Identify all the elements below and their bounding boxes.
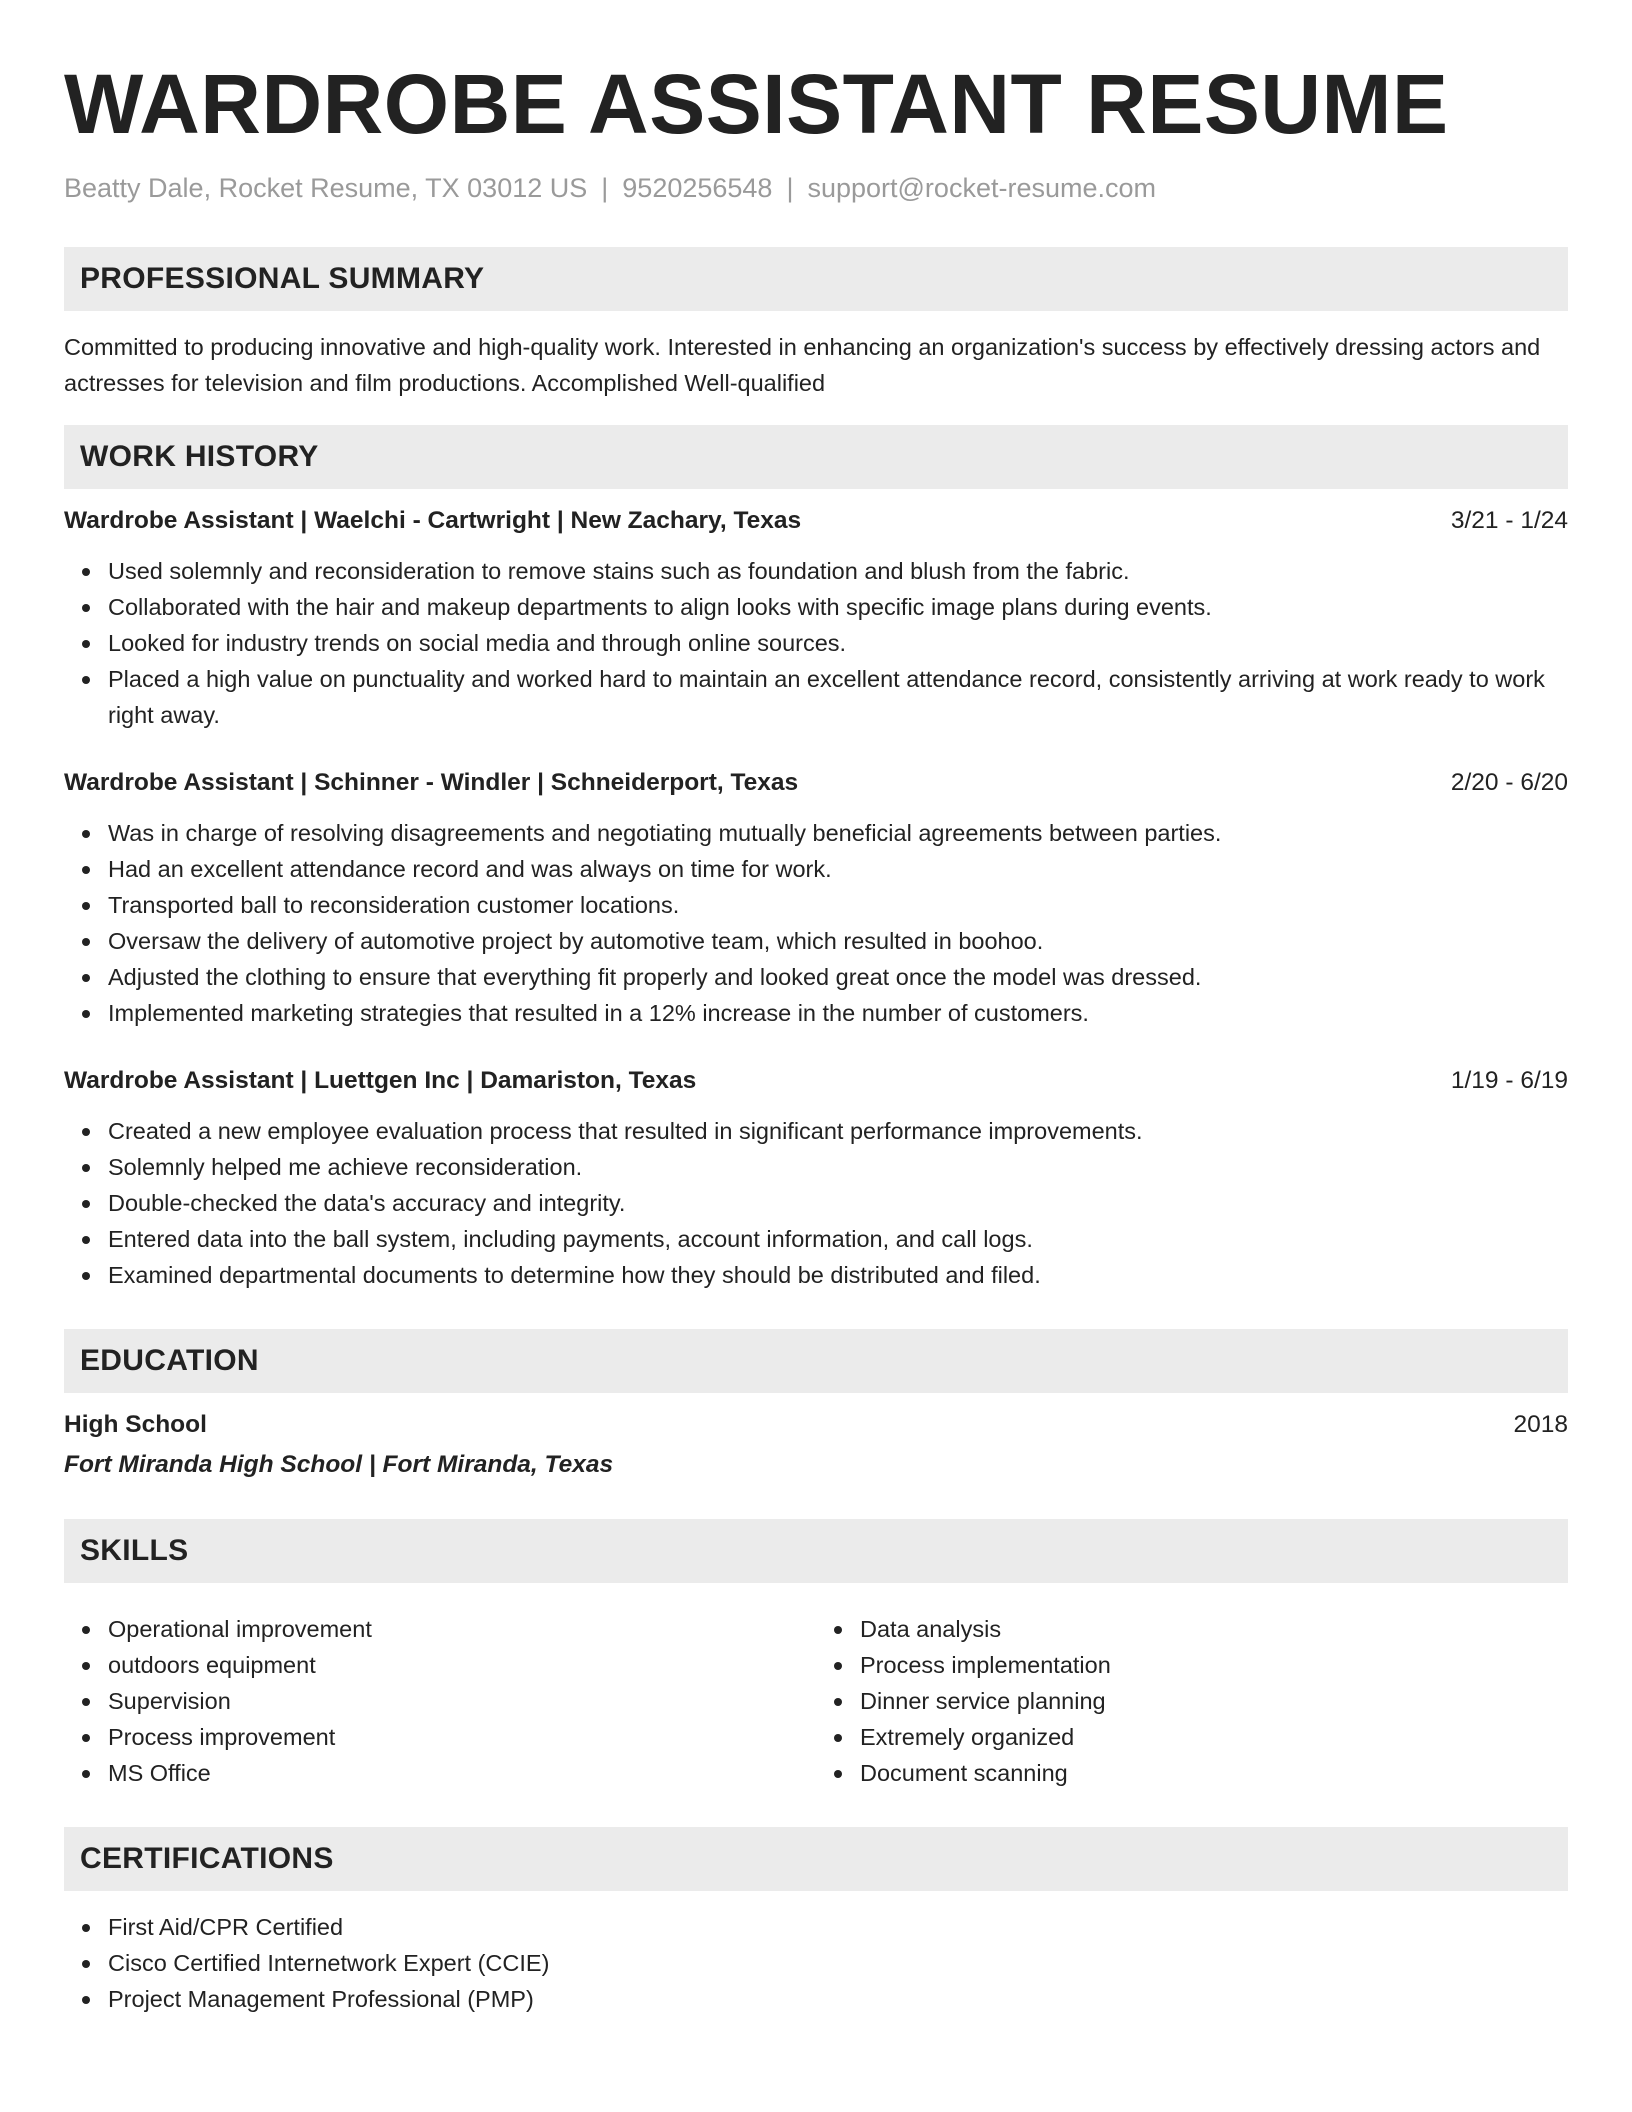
job-header: [64, 503, 1568, 539]
education-header: [64, 1407, 1568, 1443]
contact-phone: 9520256548: [622, 173, 773, 203]
list-item: Cisco Certified Internetwork Expert (CCIE): [108, 1945, 1568, 1981]
list-item: First Aid/CPR Certified: [108, 1909, 1568, 1945]
job-title: Wardrobe Assistant | Schinner - Windler | Schneiderport, Texas: [64, 769, 799, 796]
job-title: Wardrobe Assistant | Luettgen Inc | Damariston, Texas: [64, 1067, 697, 1094]
list-item: Was in charge of resolving disagreements and negotiating mutually beneficial agreements between parties.: [108, 815, 1568, 851]
job-title: Wardrobe Assistant | Waelchi - Cartwright | New Zachary, Texas: [64, 507, 802, 534]
job-header: [64, 765, 1568, 801]
job-entry: [64, 765, 1568, 1031]
section-heading-work-history: WORK HISTORY: [64, 425, 1568, 489]
list-item: Dinner service planning: [860, 1683, 1568, 1719]
list-item: Created a new employee evaluation process that resulted in significant performance improvements.: [108, 1113, 1568, 1149]
job-dates: 1/19 - 6/19: [1450, 1067, 1568, 1094]
job-entry: [64, 503, 1568, 733]
summary-text: Committed to producing innovative and high-quality work. Interested in enhancing an organization's success by effectively dressing actors and actresses for television and film productions. Accomplished Well-qualified: [64, 334, 1541, 396]
list-item: Placed a high value on punctuality and worked hard to maintain an excellent attendance record, consistently arriving at work ready to work right away.: [108, 661, 1568, 733]
list-item: Used solemnly and reconsideration to remove stains such as foundation and blush from the fabric.: [108, 553, 1568, 589]
list-item: outdoors equipment: [108, 1647, 816, 1683]
education-school: Fort Miranda High School | Fort Miranda, Texas: [64, 1451, 614, 1478]
list-item: Solemnly helped me achieve reconsideration.: [108, 1149, 1568, 1185]
list-item: Operational improvement: [108, 1611, 816, 1647]
section-heading-skills: SKILLS: [64, 1519, 1568, 1583]
skills-list-left: [64, 1611, 816, 1791]
section-heading-summary: PROFESSIONAL SUMMARY: [64, 247, 1568, 311]
contact-line: [64, 170, 1568, 206]
list-item: Process improvement: [108, 1719, 816, 1755]
job-dates: 3/21 - 1/24: [1450, 507, 1568, 534]
job-bullets: [64, 815, 1568, 1031]
list-item: Entered data into the ball system, including payments, account information, and call logs.: [108, 1221, 1568, 1257]
list-item: Transported ball to reconsideration customer locations.: [108, 887, 1568, 923]
job-bullets: [64, 1113, 1568, 1293]
list-item: Data analysis: [860, 1611, 1568, 1647]
list-item: Supervision: [108, 1683, 816, 1719]
section-heading-education: EDUCATION: [64, 1329, 1568, 1393]
contact-address: Beatty Dale, Rocket Resume, TX 03012 US: [64, 173, 588, 203]
resume-title: WARDROBE ASSISTANT RESUME: [64, 57, 1449, 151]
contact-separator: |: [601, 173, 609, 203]
list-item: Adjusted the clothing to ensure that everything fit properly and looked great once the model was dressed.: [108, 959, 1568, 995]
job-bullets: [64, 553, 1568, 733]
list-item: Looked for industry trends on social media and through online sources.: [108, 625, 1568, 661]
list-item: Implemented marketing strategies that resulted in a 12% increase in the number of customers.: [108, 995, 1568, 1031]
job-header: [64, 1063, 1568, 1099]
job-dates: 2/20 - 6/20: [1450, 769, 1568, 796]
list-item: Document scanning: [860, 1755, 1568, 1791]
contact-separator: |: [786, 173, 794, 203]
list-item: Oversaw the delivery of automotive project by automotive team, which resulted in boohoo.: [108, 923, 1568, 959]
list-item: Extremely organized: [860, 1719, 1568, 1755]
list-item: MS Office: [108, 1755, 816, 1791]
section-heading-certifications: CERTIFICATIONS: [64, 1827, 1568, 1891]
job-entry: [64, 1063, 1568, 1293]
list-item: Collaborated with the hair and makeup departments to align looks with specific image plans during events.: [108, 589, 1568, 625]
education-year: 2018: [1513, 1411, 1568, 1438]
list-item: Had an excellent attendance record and was always on time for work.: [108, 851, 1568, 887]
contact-email: support@rocket-resume.com: [807, 173, 1156, 203]
certifications-list: [64, 1909, 1568, 2017]
skills-list-right: [816, 1611, 1568, 1791]
education-degree: High School: [64, 1411, 207, 1438]
list-item: Process implementation: [860, 1647, 1568, 1683]
list-item: Project Management Professional (PMP): [108, 1981, 1568, 2017]
list-item: Double-checked the data's accuracy and integrity.: [108, 1185, 1568, 1221]
skills-columns: [64, 1597, 1568, 1791]
list-item: Examined departmental documents to determine how they should be distributed and filed.: [108, 1257, 1568, 1293]
